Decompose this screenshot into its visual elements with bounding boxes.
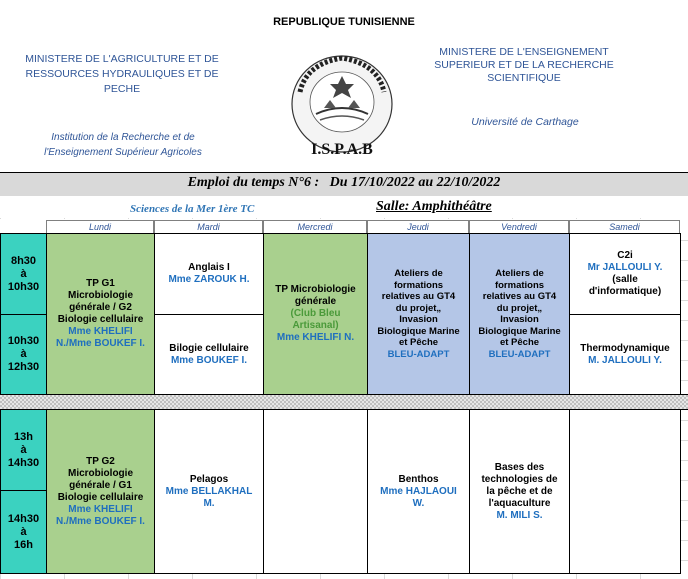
day-header-lundi: Lundi [46, 220, 154, 233]
course-line: formations [393, 279, 444, 291]
time-start: 10h30 [7, 335, 40, 347]
country-title: REPUBLIQUE TUNISIENNE [273, 16, 415, 28]
course-line: la pêche et de [486, 485, 553, 497]
course-line: générale [294, 296, 337, 307]
time-start: 14h30 [7, 512, 40, 525]
extra-line: d'informatique) [588, 286, 662, 297]
teacher-line: Mme KHELIFI N. [276, 332, 355, 343]
session-samedi-slot1[interactable] [569, 233, 681, 315]
course-line: Biologique Marine [478, 325, 561, 337]
course-line: Invasion [500, 314, 539, 325]
teacher-line: N./Mme BOUKEF I. [56, 515, 145, 527]
course-line: TP G1 [86, 278, 115, 289]
course-line: Bases des [494, 461, 545, 473]
session-lundi-morning[interactable] [46, 233, 155, 395]
time-sep: à [20, 267, 27, 280]
teacher-line: Mme KHELIFI [68, 503, 133, 515]
session-mercredi-morning[interactable] [263, 233, 368, 395]
time-sep: à [20, 348, 27, 360]
time-end: 10h30 [7, 280, 40, 293]
time-slot-1 [0, 233, 47, 315]
session-mardi-slot2[interactable] [154, 314, 264, 395]
course-line: Microbiologie [68, 290, 133, 301]
session-mercredi-afternoon-empty[interactable] [263, 409, 368, 574]
teacher-line: Mr JALLOULI Y. [587, 262, 663, 273]
session-mardi-afternoon[interactable] [154, 409, 264, 574]
teacher-line: Mme KHELIFI [68, 326, 133, 337]
course-line: Biologique Marine [377, 325, 460, 337]
time-start: 13h [14, 430, 33, 443]
course-line: du projet„ [395, 302, 442, 314]
course-line: Thermodynamique [580, 342, 670, 354]
course-line: Anglais I [188, 262, 230, 273]
institution-left [18, 130, 228, 160]
course-line: du projet„ [496, 302, 543, 314]
ministry-left-line: PECHE [103, 83, 141, 95]
day-header-samedi: Samedi [569, 220, 680, 233]
day-header-mercredi: Mercredi [263, 220, 367, 233]
day-header-vendredi: Vendredi [469, 220, 569, 233]
course-line: Microbiologie [68, 467, 133, 479]
teacher-line: M. [203, 497, 215, 509]
teacher-line: BLEU-ADAPT [387, 348, 450, 360]
course-line: formations [494, 279, 545, 291]
teacher-line: M. JALLOULI Y. [588, 354, 662, 366]
ministry-right [408, 46, 640, 85]
ministry-left-line: MINISTERE DE L'AGRICULTURE ET DE [25, 53, 219, 65]
ministry-right-line: MINISTERE DE L'ENSEIGNEMENT [439, 46, 609, 58]
course-line: relatives au GT4 [482, 291, 557, 302]
teacher-line: BLEU-ADAPT [488, 348, 551, 360]
course-line: et Pêche [499, 337, 540, 348]
course-line: C2i [617, 250, 633, 261]
day-header-jeudi: Jeudi [367, 220, 469, 233]
time-end: 14h30 [7, 456, 40, 469]
time-end: 12h30 [7, 361, 40, 373]
note-line: (Club Bleu [290, 308, 341, 319]
course-line: Ateliers de [394, 268, 443, 279]
timetable-title: Emploi du temps N°6 : Du 17/10/2022 au 22/10/2022 [187, 175, 501, 190]
session-vendredi-morning[interactable] [469, 233, 570, 395]
teacher-line: Mme BELLAKHAL [165, 485, 253, 497]
time-start: 8h30 [10, 254, 37, 267]
ispab-logo [286, 52, 398, 160]
session-vendredi-afternoon[interactable] [469, 409, 570, 574]
session-jeudi-afternoon[interactable] [367, 409, 470, 574]
institution-line: l'Enseignement Supérieur Agricoles [44, 147, 202, 158]
course-line: relatives au GT4 [381, 291, 456, 302]
course-line: Bilogie cellulaire [169, 342, 249, 354]
session-samedi-slot2[interactable] [569, 314, 681, 395]
session-lundi-afternoon[interactable] [46, 409, 155, 574]
course-line: et Pêche [398, 337, 439, 348]
logo-text: I.S.P.A.B [311, 141, 373, 158]
ministry-left [8, 52, 236, 97]
course-line: Pelagos [189, 473, 229, 485]
institution-line: Institution de la Recherche et de [51, 132, 195, 143]
course-line: générale / G2 [69, 302, 132, 313]
lunch-break-separator [0, 394, 688, 410]
time-slot-2 [0, 314, 47, 395]
teacher-line: W. [412, 497, 425, 509]
university-name: Université de Carthage [471, 116, 579, 128]
section-label: Sciences de la Mer 1ère TC [130, 203, 255, 215]
day-header-mardi: Mardi [154, 220, 263, 233]
extra-line: (salle [612, 274, 638, 285]
teacher-line: Mme HAJLAOUI [380, 485, 457, 497]
course-line: générale / G1 [69, 479, 132, 491]
course-line: Benthos [398, 473, 439, 485]
note-line: Artisanal) [292, 320, 339, 331]
session-mardi-slot1[interactable] [154, 233, 264, 315]
subtitle-row [0, 196, 688, 218]
course-line: l'aquaculture [488, 497, 551, 509]
room-label: Salle: Amphithéâtre [376, 199, 492, 214]
teacher-line: Mme BOUKEF I. [170, 354, 248, 366]
course-line: Invasion [399, 314, 438, 325]
session-jeudi-morning[interactable] [367, 233, 470, 395]
course-line: TP G2 [86, 455, 115, 467]
time-sep: à [20, 443, 27, 456]
teacher-line: N./Mme BOUKEF I. [56, 338, 145, 349]
course-line: Biologie cellulaire [57, 314, 144, 325]
ministry-right-line: SUPERIEUR ET DE LA RECHERCHE [434, 59, 614, 71]
time-end: 16h [14, 538, 33, 551]
teacher-line: Mme ZAROUK H. [168, 274, 250, 285]
time-slot-4 [0, 490, 47, 574]
session-samedi-afternoon-empty[interactable] [569, 409, 681, 574]
teacher-line: M. MILI S. [496, 509, 543, 521]
ministry-left-line: RESSOURCES HYDRAULIQUES ET DE [25, 68, 219, 80]
time-slot-3 [0, 409, 47, 491]
course-line: Biologie cellulaire [57, 491, 144, 503]
ministry-right-line: SCIENTIFIQUE [487, 72, 561, 84]
course-line: TP Microbiologie [275, 284, 356, 295]
course-line: Ateliers de [495, 268, 544, 279]
course-line: technologies de [481, 473, 558, 485]
time-sep: à [20, 525, 27, 538]
